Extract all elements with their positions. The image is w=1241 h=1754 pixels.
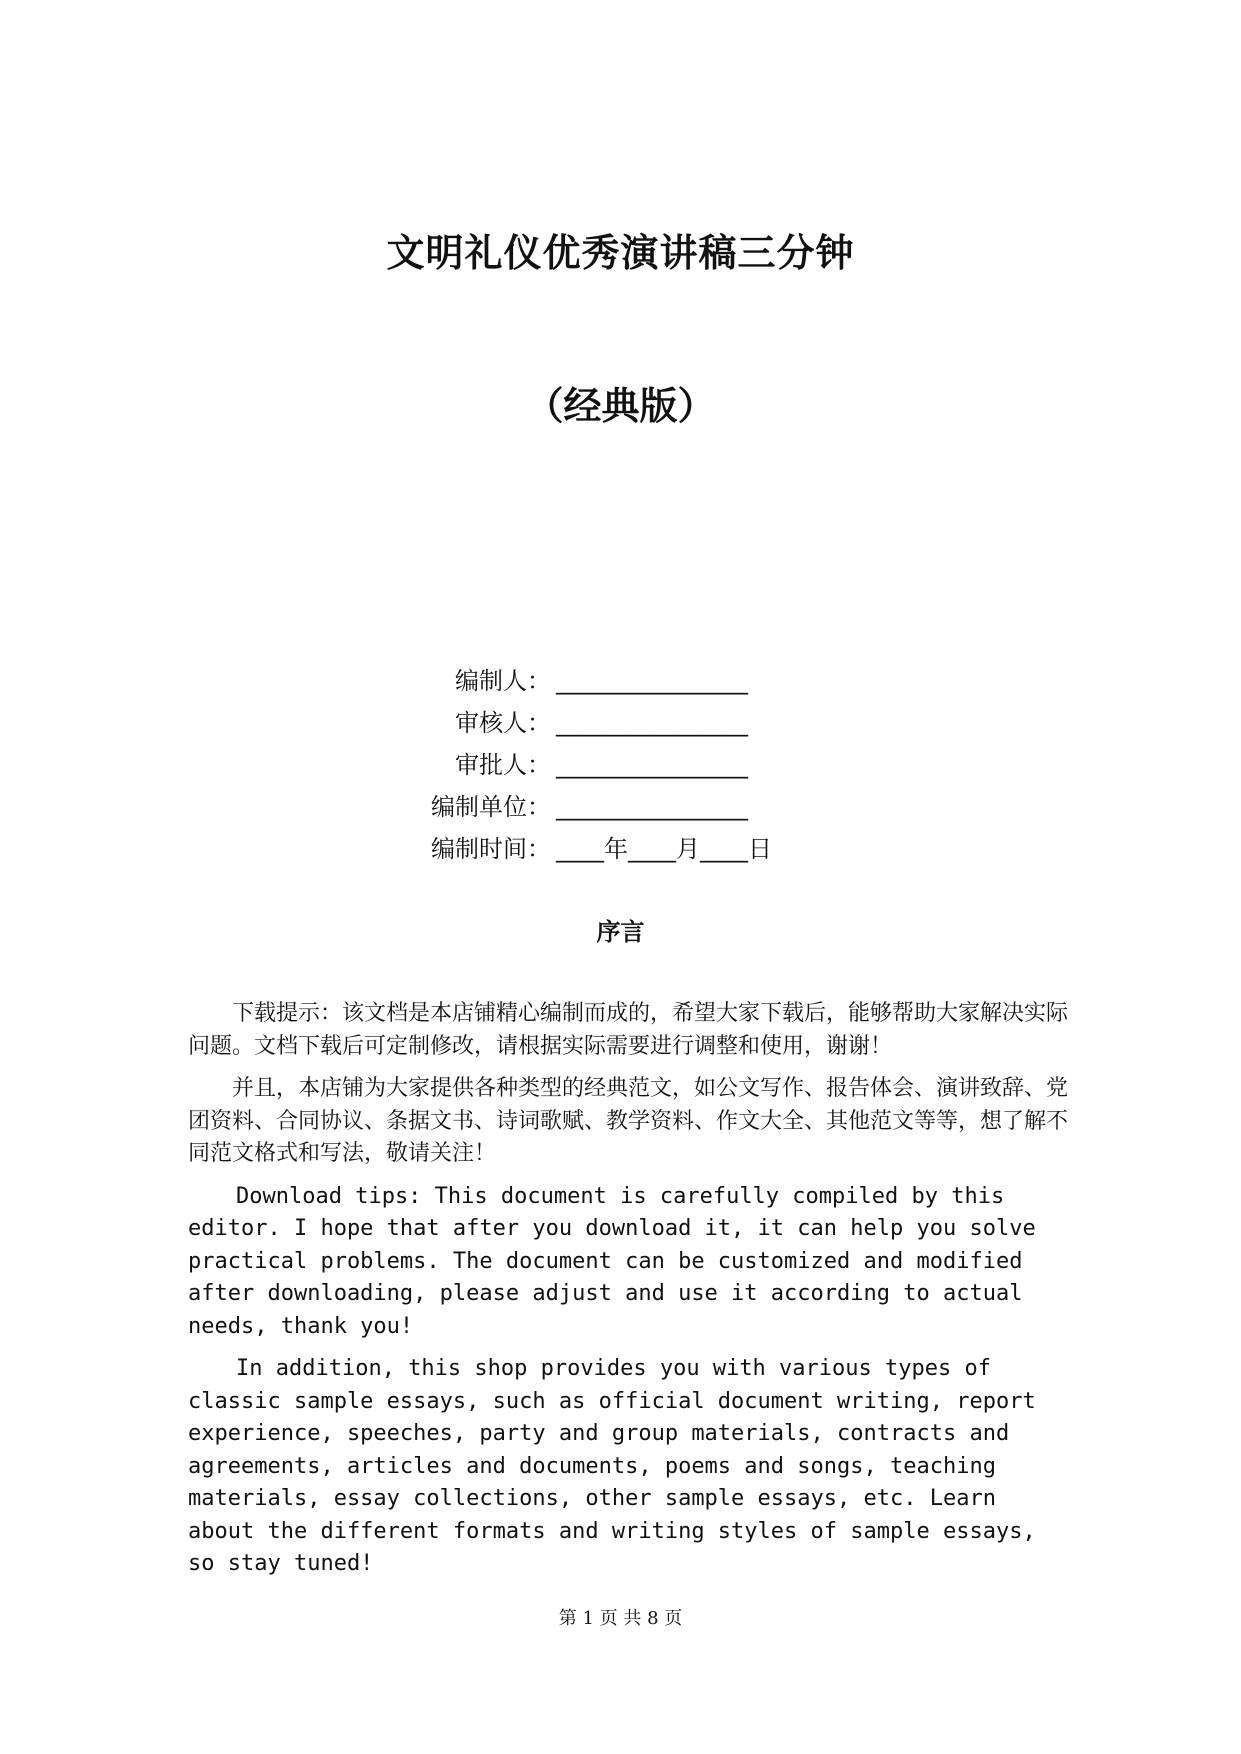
meta-label: 审批人： — [455, 751, 551, 779]
meta-blank: ________________ — [556, 751, 748, 779]
meta-row-approver — [0, 744, 1241, 786]
meta-blank: ________________ — [556, 667, 748, 695]
meta-row-reviewer — [0, 702, 1241, 744]
preface-title: 序言 — [596, 918, 645, 946]
meta-row-editor — [0, 660, 1241, 702]
meta-block — [0, 660, 1241, 870]
preface-body — [188, 998, 1068, 1591]
meta-row-date — [0, 828, 1241, 870]
paragraph-download-tip-cn: 下载提示：该文档是本店铺精心编制而成的，希望大家下载后，能够帮助大家解决实际问题。文档下载后可定制修改，请根据实际需要进行调整和使用，谢谢！ — [188, 1001, 1069, 1059]
meta-label: 编制时间： — [431, 835, 551, 863]
document-subtitle: （经典版） — [525, 383, 716, 428]
meta-blank: ____年____月____日 — [556, 835, 772, 863]
page-footer: 第 1 页 共 8 页 — [558, 1608, 683, 1629]
meta-label: 编制人： — [455, 667, 551, 695]
document-title: 文明礼仪优秀演讲稿三分钟 — [386, 230, 855, 275]
paragraph-shop-intro-en: In addition, this shop provides you with various types of classic sample essays, such as official document writing, report experience, speeches, party and group materials, contracts and agreements, articles and documents, poems and songs, teaching materials, essay collections, other sample essays, etc. Learn about the different formats and writing styles of sample essays, so stay tuned! — [188, 1356, 1036, 1576]
meta-blank: ________________ — [556, 793, 748, 821]
paragraph-shop-intro-cn: 并且，本店铺为大家提供各种类型的经典范文，如公文写作、报告体会、演讲致辞、党团资料、合同协议、条据文书、诗词歌赋、教学资料、作文大全、其他范文等等，想了解不同范文格式和写法，敬请关注！ — [188, 1076, 1069, 1166]
meta-blank: ________________ — [556, 709, 748, 737]
meta-label: 审核人： — [455, 709, 551, 737]
paragraph-download-tip-en: Download tips: This document is carefully compiled by this editor. I hope that after you download it, it can help you solve practical problems. The document can be customized and modified after downloading, please adjust and use it according to actual needs, thank you! — [188, 1183, 1036, 1339]
meta-row-unit — [0, 786, 1241, 828]
meta-label: 编制单位： — [431, 793, 551, 821]
